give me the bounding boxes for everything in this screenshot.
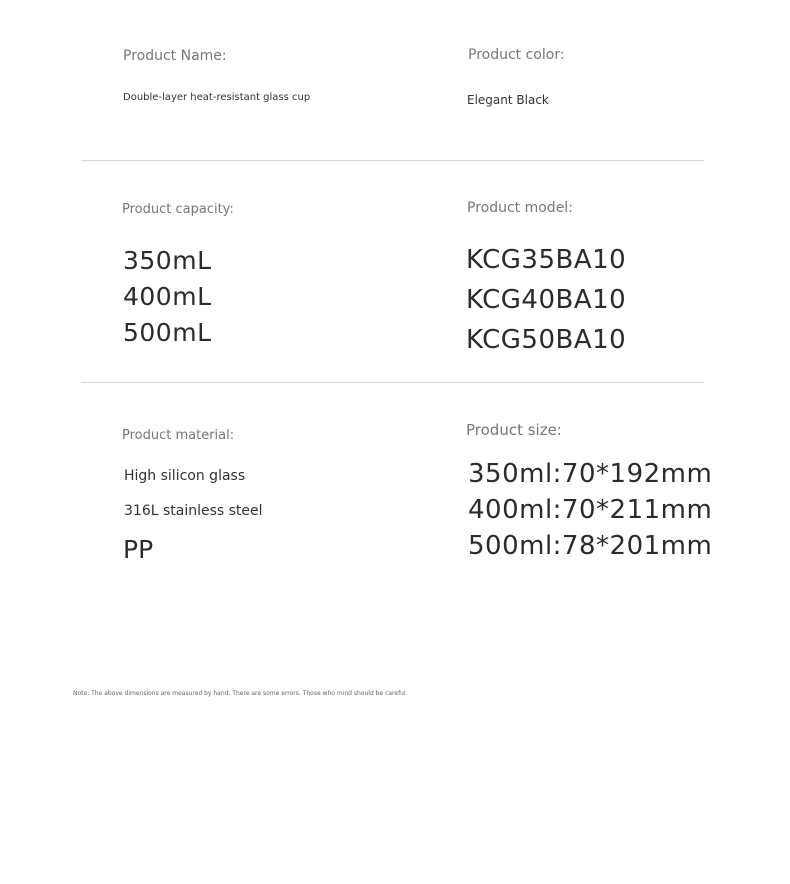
product-capacity-label: Product capacity:: [122, 202, 234, 217]
product-name-label: Product Name:: [123, 48, 227, 64]
product-size-label: Product size:: [466, 421, 562, 439]
model-item: KCG35BA10: [466, 245, 627, 275]
material-item: High silicon glass: [124, 468, 246, 484]
size-item: 500ml:78*201mm: [468, 531, 713, 561]
capacity-item: 500mL: [123, 318, 212, 347]
divider-1: [81, 160, 704, 161]
capacity-item: 400mL: [123, 282, 212, 311]
size-item: 350ml:70*192mm: [468, 459, 713, 489]
product-material-label: Product material:: [122, 428, 235, 443]
divider-2: [81, 382, 704, 383]
product-name-value: Double-layer heat-resistant glass cup: [123, 92, 311, 103]
product-color-label: Product color:: [468, 47, 565, 63]
model-item: KCG50BA10: [466, 325, 627, 355]
product-model-list: [466, 240, 626, 360]
model-item: KCG40BA10: [466, 285, 627, 315]
product-color-value: Elegant Black: [467, 93, 549, 107]
material-item: PP: [123, 535, 154, 564]
material-item: 316L stainless steel: [124, 503, 263, 519]
product-model-label: Product model:: [467, 200, 573, 216]
product-capacity-list: [123, 243, 212, 351]
measurement-note: Note: The above dimensions are measured by hand. There are some errors. Those who mind should be careful.: [73, 690, 408, 697]
product-size-list: [468, 456, 712, 564]
size-item: 400ml:70*211mm: [468, 495, 713, 525]
capacity-item: 350mL: [123, 246, 212, 275]
